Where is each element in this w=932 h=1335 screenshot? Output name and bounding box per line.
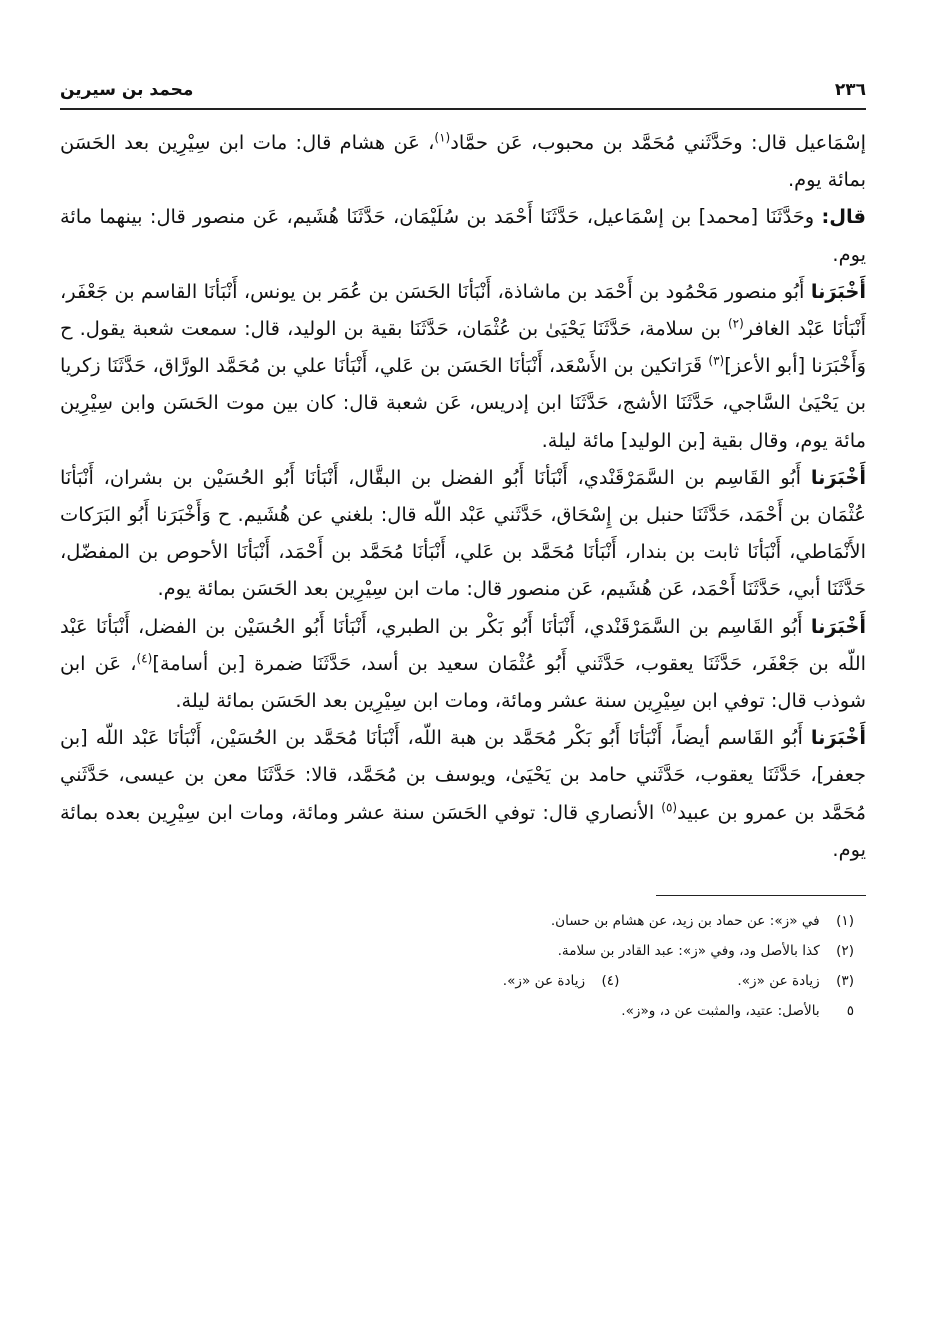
footnote-marker: (٤) — [136, 651, 153, 666]
paragraph-lead: أَخْبَرَنا — [810, 279, 866, 303]
footnote-marker: (٢) — [727, 316, 744, 331]
text-segment: إسْمَاعيل قال: وحَدَّثَني مُحَمَّد بن محبوب، عَن حمَّاد — [450, 131, 866, 154]
footnote-row — [60, 966, 854, 996]
footnote-number: (١) — [836, 913, 854, 930]
footnote-text: في «ز»: عن حماد بن زيد، عن هشام بن حسان. — [550, 913, 820, 930]
footnote-text: زيادة عن «ز». — [737, 973, 820, 990]
footnote-text: كذا بالأصل ود، وفي «ز»: عبد القادر بن سلامة. — [557, 943, 820, 960]
paragraph — [60, 273, 866, 459]
footnote — [503, 966, 620, 996]
footnote — [60, 936, 854, 966]
footnote-number: (٤) — [601, 973, 620, 990]
text-segment: ، عَن ابن شوذب قال: توفي ابن سِيْرِين سنة عشر ومائة، ومات ابن سِيْرِين بعد الحَسَن بمائة ليلة. — [60, 651, 866, 713]
footnote-marker: (١) — [434, 130, 451, 145]
page-header — [60, 78, 866, 110]
page-number: ٢٣٦ — [834, 80, 866, 100]
text-segment: أَبُو القَاسِم بن السَّمَرْقَنْدي، أَنْبَأنَا أَبُو بَكْر بن الطبري، أَنْبَأنَا أَبُو الحُسَيْن بن الفضل، أَنْبَأنَا عَبْد اللّه بن جَعْفَر، حَدَّثَنَا يعقوب، حَدَّثَني أَبُو عُثْمَان سعيد بن أسد، حَدَّثَنَا ضمرة [بن أسامة] — [60, 614, 866, 675]
text-segment: أَبُو القَاسم أيضاً، أَنْبَأنَا أَبُو بَكْر مُحَمَّد بن هبة اللّه، أَنْبَأنَا مُحَمَّد بن الحُسَيْن، أَنْبَأنَا عَبْد اللّه [بن جعفر]، حَدَّثَنَا يعقوب، حَدَّثَني حامد بن يَحْيَىٰ، ويوسف بن مُحَمَّد، قالا: حَدَّثَنَا معن بن عيسى، حَدَّثَني مُحَمَّد بن عمرو بن عبيد — [60, 726, 866, 824]
paragraph — [60, 719, 866, 868]
paragraph-lead: أَخْبَرَنا — [810, 614, 866, 638]
paragraph-lead: أَخْبَرَنا — [810, 726, 866, 750]
text-segment: أَبُو منصور مَحْمُود بن أَحْمَد بن ماشاذة، أَنْبَأنَا الحَسَن بن عُمَر بن يونس، أَنْبَأنَا القاسم بن جَعْفَر، أَنْبَأنَا عَبْد الغافر — [60, 279, 866, 341]
running-title: محمد بن سيرين — [60, 80, 194, 100]
footnote — [737, 966, 854, 996]
footnote-text: زيادة عن «ز». — [502, 973, 586, 990]
footnotes — [60, 906, 866, 1026]
paragraph-lead: أَخْبَرَنا — [810, 465, 866, 489]
footnote-marker: (٣) — [708, 353, 725, 368]
text-segment: ، عَن هشام قال: مات ابن سِيْرِين بعد الحَسَن بمائة يوم. — [60, 131, 866, 192]
footnote — [60, 906, 854, 936]
paragraph-lead: قال: — [821, 205, 866, 229]
footnote-number: ٥ — [846, 1003, 854, 1020]
paragraph — [60, 459, 866, 608]
paragraph — [60, 608, 866, 720]
main-text — [60, 124, 866, 868]
text-segment: بن سلامة، حَدَّثَنَا يَحْيَىٰ بن عُثْمَان، حَدَّثَنَا بقية بن الوليد، قال: سمعت شعبة يقول. ح وَأَخْبَرَنا [أبو الأعز] — [60, 317, 866, 378]
footnote-separator — [656, 895, 866, 896]
book-page — [60, 78, 866, 1026]
paragraph — [60, 198, 866, 272]
text-segment: الأنصاري قال: توفي الحَسَن سنة عشر ومائة، ومات ابن سِيْرِين بعده بمائة يوم. — [60, 800, 866, 861]
footnote-marker: (٥) — [661, 800, 678, 815]
text-segment: قَرَاتكين بن الأَسْعَد، أَنْبَأنَا الحَسَن بن عَلي، أَنْبَأنَا علي بن مُحَمَّد الورَّاق، حَدَّثَنَا زكريا بن يَحْيَىٰ السَّاجي، حَدَّثَنَا الأشج، حَدَّثَنَا ابن إدريس، عَن شعبة قال: كان بين موت الحَسَن وابن سِيْرِين مائة يوم، وقال بقية [بن الوليد] مائة ليلة. — [60, 354, 866, 452]
text-segment: وحَدَّثَنَا [محمد] بن إسْمَاعيل، حَدَّثَنَا أَحْمَد بن سُلَيْمَان، حَدَّثَنَا هُشَيم، عَن منصور قال: بينهما مائة يوم. — [60, 205, 866, 266]
footnote-number: (٣) — [836, 973, 854, 990]
paragraph — [60, 124, 866, 198]
footnote-text: بالأصل: عتيد، والمثبت عن د، و«ز». — [621, 1003, 820, 1020]
text-segment: أَبُو القَاسِم بن السَّمَرْقَنْدي، أَنْبَأنَا أَبُو الفضل بن البقَّال، أَنْبَأنَا أَبُو الحُسَيْن بن بشران، أَنْبَأنَا عُثْمَان بن أَحْمَد، حَدَّثَنَا حنبل بن إِسْحَاق، حَدَّثَني عَبْد اللّه قال: بلغني عن هُشَيم. ح وَأَخْبَرَنا أَبُو البَرَكات الأَنْمَاطي، أَنْبَأنَا ثابت بن بندار، أَنْبَأنَا مُحَمَّد بن عَلي، أَنْبَأنَا مُحَمَّد بن أَحْمَد، أَنْبَأنَا الأحوص بن المفضّل، حَدَّثَنَا أبي، حَدَّثَنَا أَحْمَد، عَن هُشَيم، عَن منصور قال: مات ابن سِيْرِين بعد الحَسَن بمائة يوم. — [60, 465, 866, 601]
footnote-number: (٢) — [836, 943, 854, 960]
footnote — [60, 996, 854, 1026]
